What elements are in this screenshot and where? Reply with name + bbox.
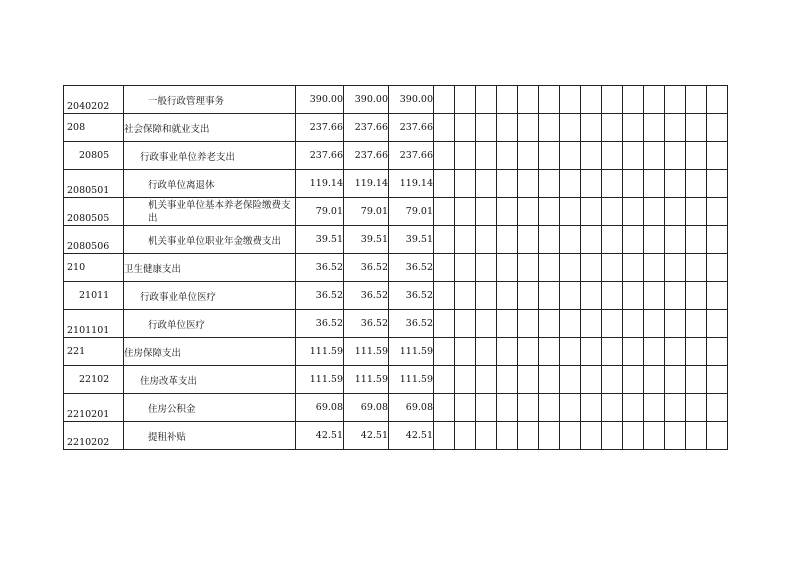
table-body: [64, 86, 728, 450]
amount-cell: 237.66: [344, 114, 389, 142]
empty-cell: [623, 394, 644, 422]
table-row: [64, 170, 728, 198]
empty-cell: [602, 338, 623, 366]
empty-cell: [665, 394, 686, 422]
amount-cell: 111.59: [344, 338, 389, 366]
account-code-cell: 2080506: [64, 226, 124, 254]
amount-cell: 42.51: [296, 422, 344, 450]
amount-cell: 36.52: [389, 254, 434, 282]
empty-cell: [707, 226, 728, 254]
empty-cell: [665, 198, 686, 226]
empty-cell: [644, 198, 665, 226]
empty-cell: [581, 226, 602, 254]
amount-cell: 119.14: [344, 170, 389, 198]
empty-cell: [455, 170, 476, 198]
amount-cell: 36.52: [389, 310, 434, 338]
empty-cell: [707, 338, 728, 366]
table-row: [64, 254, 728, 282]
empty-cell: [455, 114, 476, 142]
empty-cell: [539, 254, 560, 282]
empty-cell: [665, 282, 686, 310]
account-name-cell: 行政事业单位医疗: [124, 282, 296, 310]
empty-cell: [665, 86, 686, 114]
empty-cell: [665, 366, 686, 394]
amount-cell: 69.08: [389, 394, 434, 422]
empty-cell: [518, 394, 539, 422]
empty-cell: [602, 114, 623, 142]
amount-cell: 237.66: [389, 142, 434, 170]
empty-cell: [707, 114, 728, 142]
empty-cell: [581, 114, 602, 142]
empty-cell: [539, 338, 560, 366]
empty-cell: [623, 338, 644, 366]
empty-cell: [434, 198, 455, 226]
empty-cell: [602, 394, 623, 422]
empty-cell: [623, 86, 644, 114]
empty-cell: [644, 114, 665, 142]
empty-cell: [686, 282, 707, 310]
empty-cell: [497, 394, 518, 422]
empty-cell: [602, 226, 623, 254]
empty-cell: [581, 254, 602, 282]
table-row: [64, 394, 728, 422]
empty-cell: [665, 226, 686, 254]
empty-cell: [581, 282, 602, 310]
empty-cell: [560, 282, 581, 310]
empty-cell: [686, 198, 707, 226]
empty-cell: [686, 170, 707, 198]
empty-cell: [707, 394, 728, 422]
empty-cell: [539, 394, 560, 422]
empty-cell: [665, 170, 686, 198]
account-name-cell: 机关事业单位基本养老保险缴费支出: [124, 198, 296, 226]
amount-cell: 69.08: [344, 394, 389, 422]
empty-cell: [455, 254, 476, 282]
amount-cell: 237.66: [296, 142, 344, 170]
empty-cell: [497, 114, 518, 142]
empty-cell: [623, 366, 644, 394]
amount-cell: 79.01: [296, 198, 344, 226]
empty-cell: [539, 422, 560, 450]
account-name-cell: 机关事业单位职业年金缴费支出: [124, 226, 296, 254]
empty-cell: [581, 86, 602, 114]
amount-cell: 79.01: [344, 198, 389, 226]
empty-cell: [497, 142, 518, 170]
empty-cell: [665, 338, 686, 366]
empty-cell: [455, 310, 476, 338]
empty-cell: [539, 366, 560, 394]
empty-cell: [560, 394, 581, 422]
empty-cell: [455, 422, 476, 450]
empty-cell: [476, 198, 497, 226]
account-code-cell: 221: [64, 338, 124, 366]
empty-cell: [518, 422, 539, 450]
empty-cell: [707, 282, 728, 310]
empty-cell: [602, 86, 623, 114]
amount-cell: 390.00: [296, 86, 344, 114]
empty-cell: [686, 422, 707, 450]
empty-cell: [497, 86, 518, 114]
account-name-cell: 社会保障和就业支出: [124, 114, 296, 142]
table-row: [64, 282, 728, 310]
empty-cell: [539, 226, 560, 254]
empty-cell: [665, 310, 686, 338]
empty-cell: [455, 394, 476, 422]
empty-cell: [560, 254, 581, 282]
amount-cell: 39.51: [344, 226, 389, 254]
amount-cell: 36.52: [296, 310, 344, 338]
empty-cell: [434, 86, 455, 114]
empty-cell: [476, 170, 497, 198]
empty-cell: [560, 226, 581, 254]
account-code-cell: 2210202: [64, 422, 124, 450]
account-code-cell: 2080501: [64, 170, 124, 198]
empty-cell: [707, 142, 728, 170]
empty-cell: [560, 86, 581, 114]
empty-cell: [560, 142, 581, 170]
empty-cell: [518, 142, 539, 170]
empty-cell: [644, 86, 665, 114]
empty-cell: [560, 366, 581, 394]
amount-cell: 39.51: [296, 226, 344, 254]
account-name-cell: 行政单位医疗: [124, 310, 296, 338]
empty-cell: [476, 142, 497, 170]
empty-cell: [476, 338, 497, 366]
empty-cell: [434, 310, 455, 338]
empty-cell: [623, 422, 644, 450]
empty-cell: [686, 142, 707, 170]
account-code-cell: 210: [64, 254, 124, 282]
amount-cell: 111.59: [389, 338, 434, 366]
empty-cell: [581, 198, 602, 226]
empty-cell: [623, 226, 644, 254]
empty-cell: [602, 310, 623, 338]
table-row: [64, 198, 728, 226]
table-row: [64, 114, 728, 142]
amount-cell: 111.59: [389, 366, 434, 394]
empty-cell: [623, 170, 644, 198]
table-row: [64, 338, 728, 366]
empty-cell: [707, 366, 728, 394]
empty-cell: [434, 366, 455, 394]
empty-cell: [497, 338, 518, 366]
empty-cell: [623, 282, 644, 310]
amount-cell: 36.52: [296, 282, 344, 310]
empty-cell: [455, 338, 476, 366]
empty-cell: [560, 114, 581, 142]
amount-cell: 119.14: [296, 170, 344, 198]
empty-cell: [602, 282, 623, 310]
empty-cell: [455, 198, 476, 226]
empty-cell: [707, 310, 728, 338]
table-row: [64, 142, 728, 170]
amount-cell: 36.52: [296, 254, 344, 282]
empty-cell: [707, 86, 728, 114]
amount-cell: 36.52: [389, 282, 434, 310]
empty-cell: [476, 310, 497, 338]
empty-cell: [539, 198, 560, 226]
empty-cell: [623, 142, 644, 170]
empty-cell: [497, 170, 518, 198]
table-row: [64, 422, 728, 450]
empty-cell: [455, 282, 476, 310]
empty-cell: [623, 198, 644, 226]
empty-cell: [497, 254, 518, 282]
empty-cell: [560, 310, 581, 338]
empty-cell: [560, 170, 581, 198]
account-code-cell: 20805: [64, 142, 124, 170]
amount-cell: 39.51: [389, 226, 434, 254]
amount-cell: 390.00: [389, 86, 434, 114]
empty-cell: [644, 282, 665, 310]
empty-cell: [665, 142, 686, 170]
empty-cell: [686, 254, 707, 282]
empty-cell: [539, 282, 560, 310]
empty-cell: [518, 366, 539, 394]
account-name-cell: 卫生健康支出: [124, 254, 296, 282]
empty-cell: [623, 114, 644, 142]
empty-cell: [518, 226, 539, 254]
empty-cell: [686, 366, 707, 394]
amount-cell: 79.01: [389, 198, 434, 226]
empty-cell: [497, 366, 518, 394]
empty-cell: [686, 310, 707, 338]
amount-cell: 42.51: [344, 422, 389, 450]
account-code-cell: 2080505: [64, 198, 124, 226]
empty-cell: [539, 86, 560, 114]
empty-cell: [602, 254, 623, 282]
amount-cell: 111.59: [296, 338, 344, 366]
account-name-cell: 住房公积金: [124, 394, 296, 422]
empty-cell: [476, 394, 497, 422]
empty-cell: [497, 198, 518, 226]
empty-cell: [518, 198, 539, 226]
empty-cell: [476, 86, 497, 114]
account-code-cell: 21011: [64, 282, 124, 310]
empty-cell: [434, 394, 455, 422]
empty-cell: [665, 114, 686, 142]
amount-cell: 119.14: [389, 170, 434, 198]
empty-cell: [581, 366, 602, 394]
empty-cell: [581, 310, 602, 338]
empty-cell: [665, 422, 686, 450]
amount-cell: 237.66: [344, 142, 389, 170]
empty-cell: [707, 254, 728, 282]
empty-cell: [455, 142, 476, 170]
empty-cell: [476, 282, 497, 310]
empty-cell: [539, 170, 560, 198]
amount-cell: 36.52: [344, 310, 389, 338]
empty-cell: [497, 422, 518, 450]
empty-cell: [686, 86, 707, 114]
empty-cell: [434, 422, 455, 450]
empty-cell: [602, 170, 623, 198]
empty-cell: [707, 422, 728, 450]
table-row: [64, 226, 728, 254]
empty-cell: [707, 170, 728, 198]
budget-expenditure-table: [63, 85, 728, 450]
empty-cell: [707, 198, 728, 226]
empty-cell: [686, 114, 707, 142]
empty-cell: [623, 254, 644, 282]
empty-cell: [623, 310, 644, 338]
amount-cell: 69.08: [296, 394, 344, 422]
empty-cell: [602, 198, 623, 226]
amount-cell: 111.59: [344, 366, 389, 394]
account-code-cell: 2101101: [64, 310, 124, 338]
empty-cell: [476, 254, 497, 282]
empty-cell: [476, 226, 497, 254]
empty-cell: [518, 310, 539, 338]
amount-cell: 237.66: [389, 114, 434, 142]
empty-cell: [644, 254, 665, 282]
empty-cell: [644, 170, 665, 198]
empty-cell: [644, 310, 665, 338]
empty-cell: [497, 310, 518, 338]
account-code-cell: 208: [64, 114, 124, 142]
amount-cell: 237.66: [296, 114, 344, 142]
empty-cell: [665, 254, 686, 282]
empty-cell: [644, 422, 665, 450]
empty-cell: [560, 422, 581, 450]
empty-cell: [644, 394, 665, 422]
empty-cell: [644, 142, 665, 170]
empty-cell: [644, 226, 665, 254]
empty-cell: [581, 142, 602, 170]
empty-cell: [581, 170, 602, 198]
empty-cell: [434, 114, 455, 142]
empty-cell: [560, 338, 581, 366]
empty-cell: [476, 366, 497, 394]
table-row: [64, 310, 728, 338]
empty-cell: [539, 114, 560, 142]
empty-cell: [497, 226, 518, 254]
amount-cell: 36.52: [344, 282, 389, 310]
account-name-cell: 提租补贴: [124, 422, 296, 450]
empty-cell: [686, 226, 707, 254]
empty-cell: [602, 422, 623, 450]
empty-cell: [455, 366, 476, 394]
account-name-cell: 一般行政管理事务: [124, 86, 296, 114]
account-code-cell: 22102: [64, 366, 124, 394]
amount-cell: 36.52: [344, 254, 389, 282]
amount-cell: 111.59: [296, 366, 344, 394]
empty-cell: [518, 170, 539, 198]
table-row: [64, 86, 728, 114]
empty-cell: [434, 226, 455, 254]
empty-cell: [434, 142, 455, 170]
empty-cell: [518, 86, 539, 114]
empty-cell: [686, 338, 707, 366]
amount-cell: 42.51: [389, 422, 434, 450]
empty-cell: [434, 282, 455, 310]
empty-cell: [518, 338, 539, 366]
account-name-cell: 住房改革支出: [124, 366, 296, 394]
account-code-cell: 2210201: [64, 394, 124, 422]
empty-cell: [581, 394, 602, 422]
account-code-cell: 2040202: [64, 86, 124, 114]
empty-cell: [434, 338, 455, 366]
empty-cell: [602, 142, 623, 170]
empty-cell: [602, 366, 623, 394]
amount-cell: 390.00: [344, 86, 389, 114]
empty-cell: [518, 282, 539, 310]
empty-cell: [497, 282, 518, 310]
empty-cell: [644, 338, 665, 366]
empty-cell: [539, 310, 560, 338]
account-name-cell: 行政单位离退休: [124, 170, 296, 198]
empty-cell: [518, 254, 539, 282]
empty-cell: [539, 142, 560, 170]
empty-cell: [560, 198, 581, 226]
empty-cell: [518, 114, 539, 142]
empty-cell: [434, 254, 455, 282]
empty-cell: [476, 422, 497, 450]
empty-cell: [686, 394, 707, 422]
empty-cell: [581, 422, 602, 450]
empty-cell: [476, 114, 497, 142]
empty-cell: [581, 338, 602, 366]
empty-cell: [434, 170, 455, 198]
account-name-cell: 住房保障支出: [124, 338, 296, 366]
table-row: [64, 366, 728, 394]
account-name-cell: 行政事业单位养老支出: [124, 142, 296, 170]
empty-cell: [455, 86, 476, 114]
empty-cell: [455, 226, 476, 254]
empty-cell: [644, 366, 665, 394]
